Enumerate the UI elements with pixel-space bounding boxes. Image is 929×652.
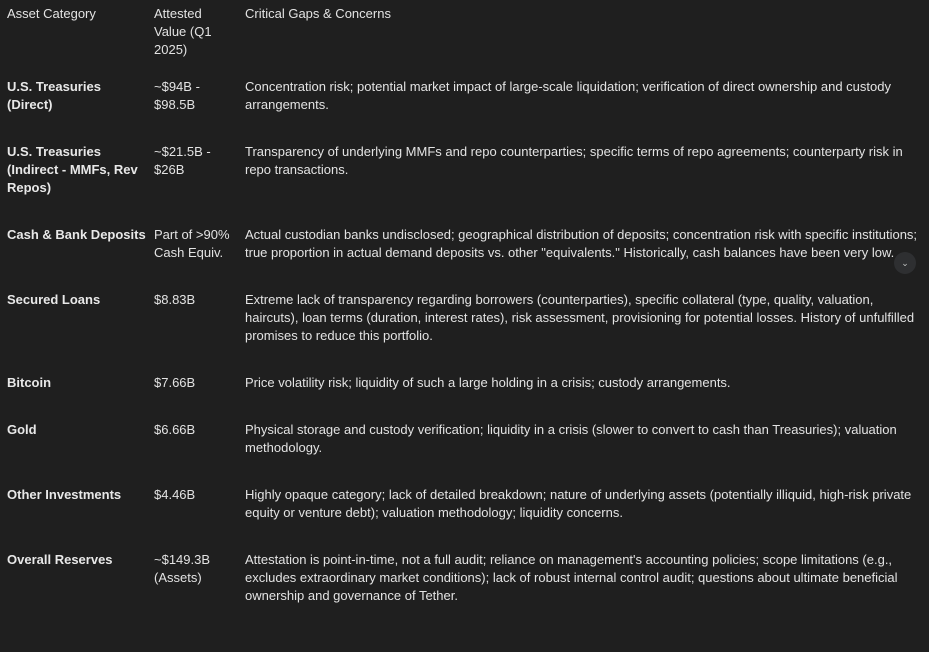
chevron-down-icon: ⌄ — [901, 258, 909, 268]
cell-attested-value: $4.46B — [154, 487, 196, 502]
cell-concerns: Actual custodian banks undisclosed; geographical distribution of deposits; concentration risk with specific institutions; true proportion in actual demand deposits vs. other "equivalents." Historically, cash balances have been very low. — [245, 227, 918, 260]
column-header-critical-gaps: Critical Gaps & Concerns — [245, 6, 391, 21]
table-row — [0, 374, 929, 421]
cell-attested-value: ~$21.5B - $26B — [154, 144, 211, 177]
column-header-asset-category: Asset Category — [7, 6, 96, 21]
cell-concerns: Attestation is point-in-time, not a full audit; reliance on management's accounting policies; scope limitations (e.g., excludes extraordinary market conditions); lack of robust internal control audit; questions about ultimate beneficial ownership and governance of Tether. — [245, 552, 898, 603]
cell-asset-category: Overall Reserves — [7, 552, 113, 567]
table-row — [0, 78, 929, 143]
cell-attested-value: $8.83B — [154, 292, 196, 307]
cell-attested-value: $7.66B — [154, 375, 196, 390]
cell-attested-value: Part of >90% Cash Equiv. — [154, 227, 230, 260]
scroll-down-button[interactable] — [894, 252, 916, 274]
cell-attested-value: ~$149.3B (Assets) — [154, 552, 211, 585]
cell-attested-value: $6.66B — [154, 422, 196, 437]
cell-asset-category: U.S. Treasuries (Indirect - MMFs, Rev Repos) — [7, 144, 138, 195]
table-header-row — [0, 0, 929, 78]
table-row — [0, 143, 929, 226]
cell-asset-category: Bitcoin — [7, 375, 52, 390]
table-row — [0, 486, 929, 551]
cell-asset-category: Other Investments — [7, 487, 122, 502]
table-row — [0, 551, 929, 634]
cell-concerns: Price volatility risk; liquidity of such a large holding in a crisis; custody arrangements. — [245, 375, 731, 390]
cell-concerns: Extreme lack of transparency regarding borrowers (counterparties), specific collateral (type, quality, valuation, haircuts), loan terms (duration, interest rates), risk assessment, provisioning for potential losses. History of unfulfilled promises to reduce this portfolio. — [245, 292, 915, 343]
cell-asset-category: Cash & Bank Deposits — [7, 227, 146, 242]
cell-concerns: Highly opaque category; lack of detailed breakdown; nature of underlying assets (potentially illiquid, high-risk private equity or venture debt); valuation methodology; liquidity concerns. — [245, 487, 912, 520]
cell-concerns: Physical storage and custody verification; liquidity in a crisis (slower to convert to cash than Treasuries); valuation methodology. — [245, 422, 897, 455]
cell-asset-category: Secured Loans — [7, 292, 101, 307]
cell-attested-value: ~$94B - $98.5B — [154, 79, 200, 112]
column-header-attested-value: Attested Value (Q1 2025) — [154, 6, 212, 57]
cell-concerns: Concentration risk; potential market impact of large-scale liquidation; verification of direct ownership and custody arrangements. — [245, 79, 891, 112]
cell-asset-category: Gold — [7, 422, 37, 437]
cell-asset-category: U.S. Treasuries (Direct) — [7, 79, 101, 112]
cell-concerns: Transparency of underlying MMFs and repo counterparties; specific terms of repo agreements; counterparty risk in repo transactions. — [245, 144, 903, 177]
table-row — [0, 226, 929, 291]
table-row — [0, 421, 929, 486]
table-row — [0, 291, 929, 374]
